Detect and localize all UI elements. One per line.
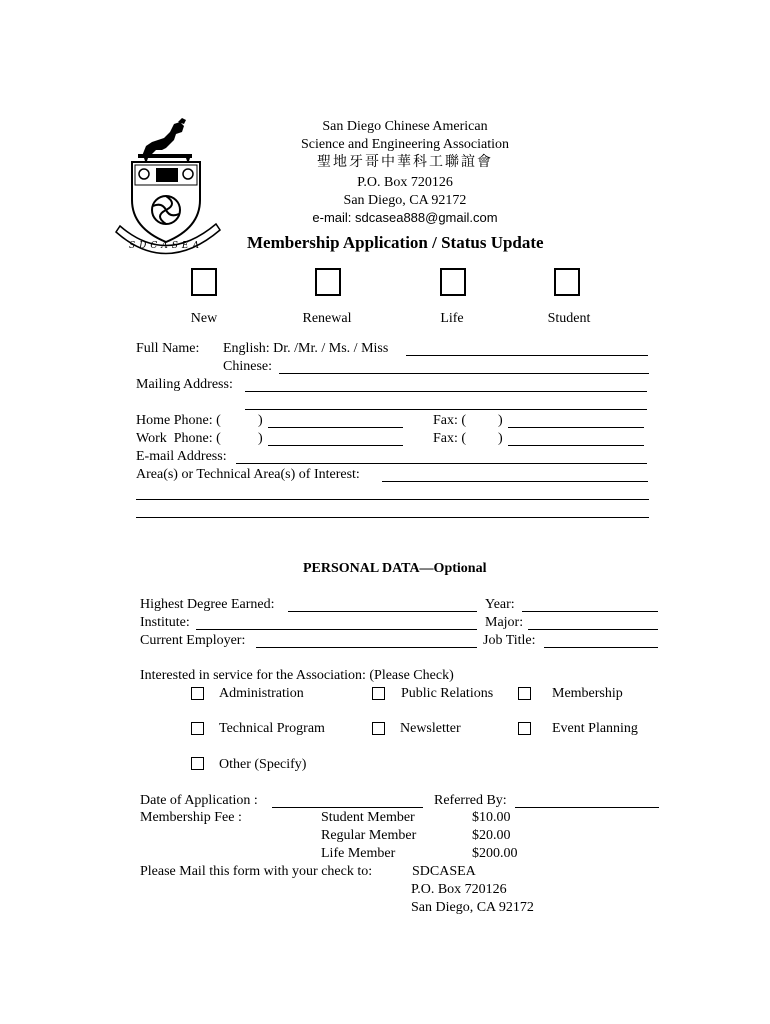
student-label: Student [547,311,591,326]
technical-program-label: Technical Program [219,721,325,736]
mailing-address-field[interactable] [245,391,647,392]
public-relations-label: Public Relations [401,686,494,701]
institute-field[interactable] [196,629,477,630]
membership-checkbox[interactable] [518,687,531,700]
english-name-label: English: Dr. /Mr. / Ms. / Miss [223,341,389,356]
home-phone-label: Home Phone: ( [136,413,221,428]
employer-field[interactable] [256,647,477,648]
event-planning-label: Event Planning [552,721,638,736]
areas-of-interest-label: Area(s) or Technical Area(s) of Interest: [136,467,360,482]
work-phone-field[interactable] [268,445,403,446]
job-title-field[interactable] [544,647,658,648]
administration-label: Administration [219,686,304,701]
other-checkbox[interactable] [191,757,204,770]
sdcasea-logo [112,116,224,258]
newsletter-checkbox[interactable] [372,722,385,735]
referred-by-label: Referred By: [434,793,507,808]
fee-amount-life: $200.00 [472,846,518,861]
english-name-field[interactable] [406,355,648,356]
po-box: P.O. Box 720126 [357,175,453,190]
renewal-label: Renewal [302,311,352,326]
date-of-application-label: Date of Application : [140,793,258,808]
year-field[interactable] [522,611,658,612]
student-checkbox[interactable] [554,268,580,296]
home-fax-paren: ) [498,413,503,428]
areas-of-interest-field-2[interactable] [136,499,649,500]
administration-checkbox[interactable] [191,687,204,700]
newsletter-label: Newsletter [400,721,461,736]
work-fax-paren: ) [498,431,503,446]
fee-amount-student: $10.00 [472,810,511,825]
major-label: Major: [485,615,524,630]
home-fax-label: Fax: ( [433,413,467,428]
service-prompt: Interested in service for the Association: (Please Check) [140,668,454,683]
city: San Diego, CA 92172 [343,193,467,208]
fee-type-regular: Regular Member [321,828,417,843]
org-name-chinese: 聖地牙哥中華科工聯誼會 [317,155,493,170]
mail-instructions: Please Mail this form with your check to: [140,864,373,879]
degree-label: Highest Degree Earned: [140,597,275,612]
renewal-checkbox[interactable] [315,268,341,296]
employer-label: Current Employer: [140,633,246,648]
email-field[interactable] [236,463,647,464]
fee-type-student: Student Member [321,810,415,825]
areas-of-interest-field[interactable] [382,481,648,482]
page-title: Membership Application / Status Update [247,233,544,252]
chinese-name-field[interactable] [279,373,649,374]
institute-label: Institute: [140,615,190,630]
mail-city: San Diego, CA 92172 [411,900,534,915]
date-of-application-field[interactable] [272,807,423,808]
membership-fee-label: Membership Fee : [140,810,242,825]
work-fax-label: Fax: ( [433,431,467,446]
mailing-address-label: Mailing Address: [136,377,233,392]
logo-banner-text: SDCASEA [128,241,204,251]
year-label: Year: [485,597,515,612]
job-title-label: Job Title: [483,633,536,648]
life-label: Life [440,311,464,326]
work-phone-paren: ) [258,431,263,446]
org-name-line2: Science and Engineering Association [301,137,509,152]
work-phone-label: Work Phone: ( [136,431,221,446]
chinese-name-label: Chinese: [223,359,272,374]
membership-label: Membership [552,686,623,701]
other-label: Other (Specify) [219,757,307,772]
work-fax-field[interactable] [508,445,644,446]
public-relations-checkbox[interactable] [372,687,385,700]
degree-field[interactable] [288,611,477,612]
technical-program-checkbox[interactable] [191,722,204,735]
home-fax-field[interactable] [508,427,644,428]
fee-type-life: Life Member [321,846,396,861]
fee-amount-regular: $20.00 [472,828,511,843]
full-name-label: Full Name: [136,341,200,356]
email-address: e-mail: sdcasea888@gmail.com [312,210,498,225]
event-planning-checkbox[interactable] [518,722,531,735]
new-label: New [190,311,218,326]
mail-name: SDCASEA [412,864,476,879]
personal-data-heading: PERSONAL DATA—Optional [303,561,487,576]
home-phone-paren: ) [258,413,263,428]
major-field[interactable] [528,629,658,630]
org-name-line1: San Diego Chinese American [322,119,488,134]
mail-po-box: P.O. Box 720126 [411,882,507,897]
lion-crest-icon [138,118,192,164]
referred-by-field[interactable] [515,807,659,808]
areas-of-interest-field-3[interactable] [136,517,649,518]
mailing-address-field-2[interactable] [245,409,647,410]
email-label: E-mail Address: [136,449,227,464]
new-checkbox[interactable] [191,268,217,296]
life-checkbox[interactable] [440,268,466,296]
home-phone-field[interactable] [268,427,403,428]
